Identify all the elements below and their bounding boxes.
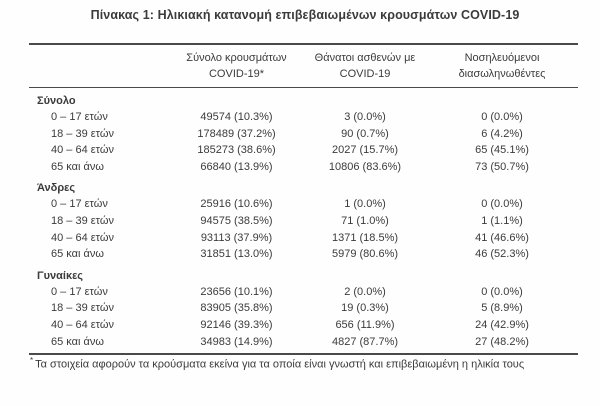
age-range-label: 40 – 64 ετών xyxy=(51,318,114,331)
header-deaths xyxy=(304,50,426,87)
deaths-value: 10806 (83.6%) xyxy=(328,160,402,173)
deaths-value: 3 (0.0%) xyxy=(344,111,386,123)
cases-value: 83905 (35.8%) xyxy=(200,302,273,315)
deaths-value: 1 (0.0%) xyxy=(344,198,386,211)
intubated-value: 6 (4.2%) xyxy=(481,127,523,140)
age-range-label: 65 και άνω xyxy=(51,160,104,173)
section-label: Άνδρες xyxy=(37,182,76,195)
header-total-cases-line1: Σύνολο κρουσμάτων xyxy=(186,52,287,64)
cases-value: 93113 (37.9%) xyxy=(200,231,273,244)
footnote-text: Τα στοιχεία αφορούν τα κρούσματα εκείνα για τα οποία είναι γνωστή και επιβεβαιωμένη η ηλικία τους xyxy=(35,358,525,371)
age-range-label: 40 – 64 ετών xyxy=(51,144,114,157)
table-row xyxy=(29,196,578,213)
section-label: Σύνολο xyxy=(37,95,76,107)
cases-value: 178489 (37.2%) xyxy=(197,127,276,140)
age-range-label: 18 – 39 ετών xyxy=(51,302,114,315)
header-intubated-line2: διασωληνωθέντες xyxy=(458,68,546,80)
age-range-label: 65 και άνω xyxy=(51,335,104,348)
deaths-value: 90 (0.7%) xyxy=(341,127,389,140)
age-range-label: 40 – 64 ετών xyxy=(51,231,114,244)
cases-value: 49574 (10.3%) xyxy=(200,111,273,123)
intubated-value: 73 (50.7%) xyxy=(475,160,529,173)
cases-value: 25916 (10.6%) xyxy=(200,198,273,211)
deaths-value: 656 (11.9%) xyxy=(335,318,395,331)
table-row xyxy=(29,334,578,351)
age-range-label: 18 – 39 ετών xyxy=(51,214,114,227)
intubated-value: 1 (1.1%) xyxy=(481,214,523,227)
age-range-label: 0 – 17 ετών xyxy=(51,111,108,123)
intubated-value: 0 (0.0%) xyxy=(481,111,523,123)
cases-value: 23656 (10.1%) xyxy=(200,285,273,298)
header-intubated xyxy=(426,50,578,87)
deaths-value: 4827 (87.7%) xyxy=(331,335,399,348)
cases-value: 34983 (14.9%) xyxy=(200,335,273,348)
deaths-value: 71 (1.0%) xyxy=(341,214,389,227)
table-row xyxy=(29,159,578,176)
intubated-value: 41 (46.6%) xyxy=(475,231,529,244)
deaths-value: 2027 (15.7%) xyxy=(331,144,399,157)
header-deaths-line1: Θάνατοι ασθενών με xyxy=(314,52,416,64)
intubated-value: 65 (45.1%) xyxy=(475,144,529,157)
section-label: Γυναίκες xyxy=(37,269,84,282)
table-row xyxy=(29,300,578,317)
table-body xyxy=(29,88,578,355)
footnote xyxy=(30,356,590,371)
header-intubated-line1: Νοσηλευόμενοι xyxy=(464,52,540,64)
deaths-value: 2 (0.0%) xyxy=(344,285,386,298)
cases-value: 31851 (13.0%) xyxy=(200,248,273,261)
deaths-value: 1371 (18.5%) xyxy=(331,231,399,244)
header-empty-cell xyxy=(29,50,169,87)
age-range-label: 65 και άνω xyxy=(51,248,104,261)
cases-value: 94575 (38.5%) xyxy=(200,214,273,227)
cases-value: 92146 (39.3%) xyxy=(200,318,273,331)
header-total-cases xyxy=(169,50,304,87)
deaths-value: 19 (0.3%) xyxy=(341,302,389,315)
cases-value: 185273 (38.6%) xyxy=(197,144,276,157)
table-row xyxy=(29,126,578,143)
table-row xyxy=(29,142,578,159)
table-header-row xyxy=(29,43,578,88)
header-deaths-line2: COVID-19 xyxy=(339,68,391,80)
table-row xyxy=(29,284,578,301)
intubated-value: 5 (8.9%) xyxy=(481,302,523,315)
table-row xyxy=(29,317,578,334)
cases-value: 66840 (13.9%) xyxy=(200,160,273,173)
table-row xyxy=(29,213,578,230)
footnote-asterisk: * xyxy=(30,356,34,365)
intubated-value: 24 (42.9%) xyxy=(475,318,529,331)
table-row xyxy=(29,246,578,263)
header-total-cases-line2: COVID-19* xyxy=(208,68,265,80)
intubated-value: 0 (0.0%) xyxy=(481,285,523,298)
intubated-value: 0 (0.0%) xyxy=(481,198,523,211)
table-title: Πίνακας 1: Ηλικιακή κατανομή επιβεβαιωμένων κρουσμάτων COVID-19 xyxy=(90,8,520,22)
age-range-label: 0 – 17 ετών xyxy=(51,285,108,298)
intubated-value: 27 (48.2%) xyxy=(475,335,529,348)
table-row xyxy=(29,230,578,247)
covid-age-distribution-table xyxy=(29,43,578,355)
intubated-value: 46 (52.3%) xyxy=(475,248,529,261)
table-row xyxy=(29,109,578,126)
age-range-label: 0 – 17 ετών xyxy=(51,198,108,211)
deaths-value: 5979 (80.6%) xyxy=(331,248,399,261)
age-range-label: 18 – 39 ετών xyxy=(51,127,114,140)
